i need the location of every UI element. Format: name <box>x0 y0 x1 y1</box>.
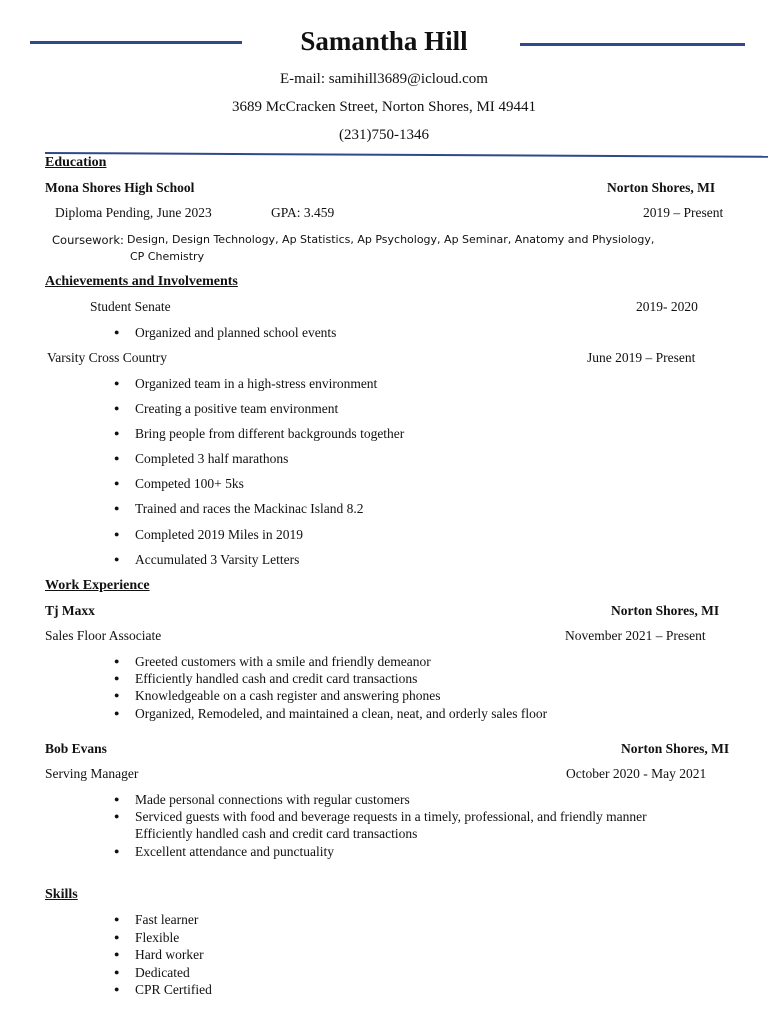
senate-title: Student Senate <box>90 299 171 314</box>
gpa: GPA: 3.459 <box>271 205 335 220</box>
job-dates: November 2021 – Present <box>565 628 706 643</box>
address-line: 3689 McCracken Street, Norton Shores, MI 49441 <box>231 99 537 115</box>
employer-name: Bob Evans <box>45 741 107 756</box>
candidate-name: Samantha Hill <box>300 26 468 56</box>
employer-location: Norton Shores, MI <box>621 741 730 756</box>
employer-location: Norton Shores, MI <box>611 603 720 618</box>
job-role: Serving Manager <box>45 766 139 781</box>
list-item: ● CPR Certified <box>114 982 212 998</box>
email-line: E-mail: samihill3689@icloud.com <box>280 71 488 87</box>
list-item: ● Creating a positive team environment <box>114 401 338 417</box>
school-name: Mona Shores High School <box>45 180 195 195</box>
list-item: ● Efficiently handled cash and credit card transactions <box>114 671 417 687</box>
employer-name: Tj Maxx <box>45 603 95 618</box>
coursework-label: Coursework: <box>52 233 124 247</box>
list-item: ● Competed 100+ 5ks <box>114 476 244 492</box>
education-dates: 2019 – Present <box>643 205 724 220</box>
skills-heading: Skills <box>45 887 78 902</box>
school-location: Norton Shores, MI <box>607 180 716 195</box>
header-divider <box>45 152 768 158</box>
phone-line: (231)750-1346 <box>339 127 429 143</box>
list-item: ● Completed 2019 Miles in 2019 <box>114 527 303 543</box>
diploma-status: Diploma Pending, June 2023 <box>55 205 212 220</box>
list-item: ● Fast learner <box>114 912 198 928</box>
work-heading: Work Experience <box>45 578 150 593</box>
coursework-line-1: Design, Design Technology, Ap Statistics, Ap Psychology, Ap Seminar, Anatomy and Physiology, <box>127 233 655 246</box>
list-item: ● Greeted customers with a smile and friendly demeanor <box>114 654 431 670</box>
list-item: ● Organized, Remodeled, and maintained a clean, neat, and orderly sales floor <box>114 706 547 722</box>
education-heading: Education <box>45 155 107 170</box>
list-item: ● Completed 3 half marathons <box>114 451 288 467</box>
list-item-continuation: Efficiently handled cash and credit card transactions <box>135 826 418 841</box>
achievements-heading: Achievements and Involvements <box>45 274 238 289</box>
cross-country-dates: June 2019 – Present <box>587 350 696 365</box>
senate-dates: 2019- 2020 <box>636 299 698 314</box>
list-item: ● Excellent attendance and punctuality <box>114 844 334 860</box>
list-item: ● Made personal connections with regular customers <box>114 792 410 808</box>
job-dates: October 2020 - May 2021 <box>566 766 707 781</box>
list-item: ● Knowledgeable on a cash register and answering phones <box>114 688 441 704</box>
coursework-line-2: CP Chemistry <box>130 250 205 263</box>
list-item: ● Organized and planned school events <box>114 325 336 341</box>
cross-country-title: Varsity Cross Country <box>47 350 168 365</box>
list-item: ● Organized team in a high-stress environment <box>114 376 377 392</box>
list-item: ● Flexible <box>114 930 179 946</box>
job-role: Sales Floor Associate <box>45 628 162 643</box>
list-item: ● Trained and races the Mackinac Island 8.2 <box>114 501 364 517</box>
list-item: ● Serviced guests with food and beverage requests in a timely, professional, and friendly manner <box>114 809 647 825</box>
list-item: ● Accumulated 3 Varsity Letters <box>114 552 299 568</box>
list-item: ● Hard worker <box>114 947 204 963</box>
list-item: ● Bring people from different backgrounds together <box>114 426 404 442</box>
list-item: ● Dedicated <box>114 965 190 981</box>
